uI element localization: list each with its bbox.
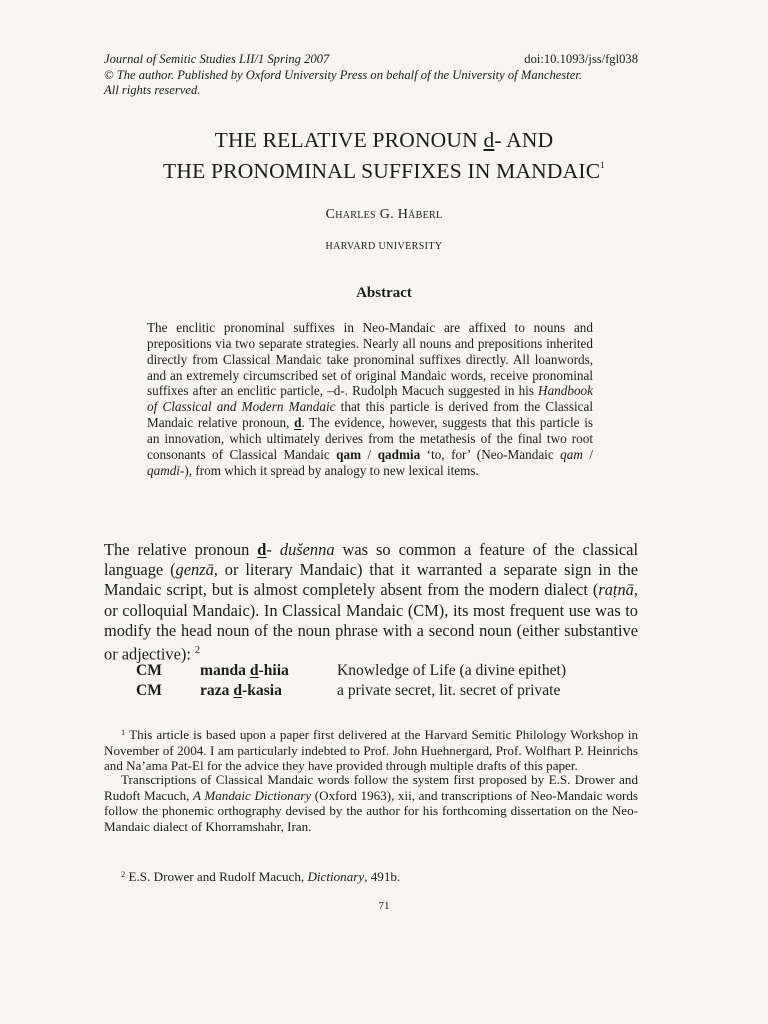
copyright-line-1: © The author. Published by Oxford University Press on behalf of the University of Manchester. [104, 67, 583, 82]
page-number: 71 [378, 900, 390, 912]
doi[interactable]: doi:10.1093/jss/fgl038 [524, 52, 638, 66]
abstract-heading: Abstract [356, 285, 412, 301]
footnote-marker-2[interactable]: 2 [195, 645, 201, 657]
abstract-text: The enclitic pronominal suffixes in Neo-Mandaic are affixed to nouns and prepositions via two separate strategies. Nearly all nouns and prepositions inherited directly from Classical Mandaic take pronominal suffixes directly. All loanwords, and an extremely circumscribed set of original Mandaic words, receive pronominal suffixes after an enclitic particle, –d-. Rudolph Macuch suggested in his Handbook of Classical and Modern Mandaic that this particle is derived from the Classical Mandaic relative pronoun, d. The evidence, however, suggests that this particle is an innovation, which ultimately derives from the metathesis of the final two root consonants of Classical Mandaic qam / qadmia ‘to, for’ (Neo-Mandaic qam / qamdi-), from which it spread by analogy to new lexical items. [147, 320, 594, 478]
title-line-1: THE RELATIVE PRONOUN d- AND [214, 128, 554, 152]
footnote-1: $^1$ This article is based upon a paper first delivered at the Harvard Semitic Philology Workshop in November of 2004. I am particularly indebted to Prof. John Huehnergard, Prof. Wolfhart P. Heinrichs and Na’ama Pat-El for the advice they have provided through multiple drafts of this paper. [104, 727, 638, 774]
author-affiliation: HARVARD UNIVERSITY [325, 241, 443, 252]
example-row: CM manda d-hiia Knowledge of Life (a divine epithet) [136, 662, 567, 679]
body-paragraph: The relative pronoun d- dušenna was so common a feature of the classical language (genzā, or literary Mandaic) that it warranted a separate sign in the Mandaic script, but is almost completely absent from the modern dialect (raṭnā, or colloquial Mandaic). In Classical Mandaic (CM), its most frequent use was to modify the head noun of the noun phrase with a second noun (either substantive or adjective): $^2$ [104, 540, 639, 664]
book-title: Handbook of Classical and Modern Mandaic [147, 383, 593, 415]
title-line-2: THE PRONOMINAL SUFFIXES IN MANDAIC$^1$ [163, 159, 605, 183]
particle-d: d [257, 540, 267, 559]
title-footnote-marker[interactable]: 1 [600, 160, 605, 170]
journal-citation: Journal of Semitic Studies LII/1 Spring 2007 [104, 52, 330, 66]
example-row: CM raza d-kasia a private secret, lit. secret of private [136, 682, 561, 699]
copyright-line-2: All rights reserved. [104, 83, 201, 97]
particle-d: d [294, 415, 302, 431]
article-title [60, 128, 708, 184]
relative-pronoun-d: d [483, 128, 495, 152]
author-name: Charles G. Häberl [325, 207, 443, 222]
footnote-2: $^2$ E.S. Drower and Rudolf Macuch, Dictionary, 491b. [121, 869, 401, 884]
footnote-1-continued: Transcriptions of Classical Mandaic words follow the system first proposed by E.S. Drower and Rudoft Macuch, A Mandaic Dictionary (Oxford 1963), xii, and transcriptions of Neo-Mandaic words follow the phonemic orthography devised by the author for his forthcoming dissertation on the Neo-Mandaic dialect of Khorramshahr, Iran. [104, 772, 638, 835]
journal-header [104, 52, 638, 99]
